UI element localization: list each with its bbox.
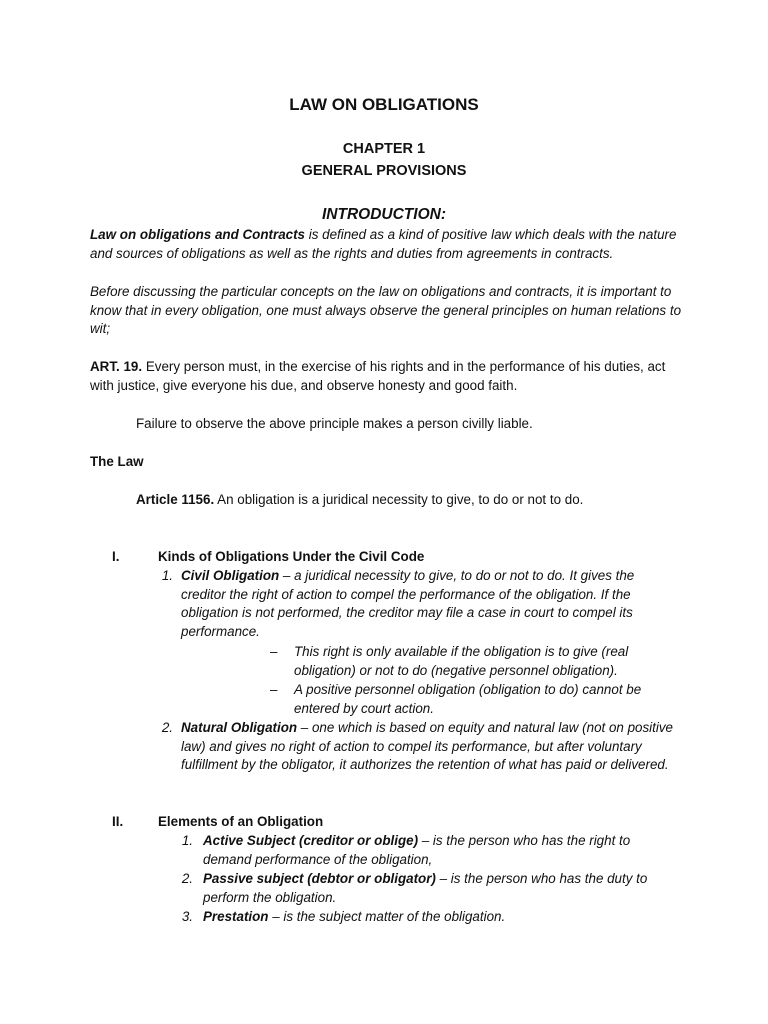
- civil-sub-2: A positive personnel obligation (obligation to do) cannot be entered by court action.: [294, 682, 642, 716]
- active-subject-text: – is the person who has the right to demand performance of the obligation,: [203, 833, 631, 867]
- natural-obligation-text: – one which is based on equity and natural law (not on positive law) and gives no right of action to compel its performance, but after voluntary fulfillment by the obligator, it authorizes the retention of what has paid or delivered.: [181, 720, 673, 773]
- section-1-item-2: [181, 719, 681, 775]
- section-2-item-2-num: 2.: [181, 871, 193, 886]
- civil-obligation-term: Civil Obligation: [181, 568, 280, 583]
- art19-label: ART. 19.: [90, 359, 143, 374]
- passive-subject-term: Passive subject (debtor or obligator): [203, 871, 436, 886]
- intro-heading: INTRODUCTION:: [322, 206, 446, 223]
- dash-marker: –: [270, 682, 278, 697]
- failure-paragraph: Failure to observe the above principle makes a person civilly liable.: [136, 416, 533, 431]
- section-2-numeral: II.: [112, 814, 124, 829]
- article-1156-label: Article 1156.: [136, 492, 215, 507]
- prestation-text: – is the subject matter of the obligation.: [268, 909, 506, 924]
- document-title: LAW ON OBLIGATIONS: [289, 95, 479, 114]
- section-1-numeral: I.: [112, 549, 120, 564]
- section-2-item-1-num: 1.: [181, 833, 193, 848]
- passive-subject-text: – is the person who has the duty to perform the obligation.: [203, 871, 648, 905]
- the-law-heading: The Law: [90, 454, 144, 469]
- intro-definition: [90, 226, 690, 263]
- art19-paragraph: [90, 358, 690, 395]
- article-1156-paragraph: [136, 491, 696, 510]
- chapter-heading: CHAPTER 1: [342, 141, 426, 157]
- intro-term: Law on obligations and Contracts: [90, 227, 306, 242]
- chapter-name: GENERAL PROVISIONS: [301, 163, 467, 179]
- active-subject-term: Active Subject (creditor or oblige): [203, 833, 419, 848]
- natural-obligation-term: Natural Obligation: [181, 720, 298, 735]
- section-2-item-2: [203, 870, 663, 907]
- art19-text: Every person must, in the exercise of his rights and in the performance of his duties, act with justice, give everyone his due, and observe honesty and good faith.: [90, 359, 666, 393]
- section-2-title: Elements of an Obligation: [158, 814, 324, 829]
- section-1-item-2-num: 2.: [161, 720, 173, 735]
- section-1-item-1-num: 1.: [161, 568, 173, 583]
- dash-marker: –: [270, 644, 278, 659]
- section-2-item-3-num: 3.: [181, 909, 193, 924]
- civil-obligation-text: – a juridical necessity to give, to do or not to do. It gives the creditor the right of action to compel the performance of the obligation. If the obligation is not performed, the creditor may file a case in court to compel its performance.: [181, 568, 635, 639]
- section-1-title: Kinds of Obligations Under the Civil Code: [158, 549, 425, 564]
- civil-sub-1: This right is only available if the obligation is to give (real obligation) or not to do (negative personnel obligation).: [294, 644, 629, 678]
- prestation-term: Prestation: [203, 909, 269, 924]
- section-2-item-3: [203, 908, 663, 927]
- article-1156-text: An obligation is a juridical necessity to give, to do or not to do.: [214, 492, 584, 507]
- section-2-item-1: [203, 832, 663, 869]
- intro-definition-text: is defined as a kind of positive law which deals with the nature and sources of obligations as well as the rights and duties from agreements in contracts.: [90, 227, 677, 261]
- section-1-item-1: [181, 567, 681, 641]
- intro-before-paragraph: Before discussing the particular concepts on the law on obligations and contracts, it is important to know that in every obligation, one must always observe the general principles on human relations to wit;: [90, 284, 682, 337]
